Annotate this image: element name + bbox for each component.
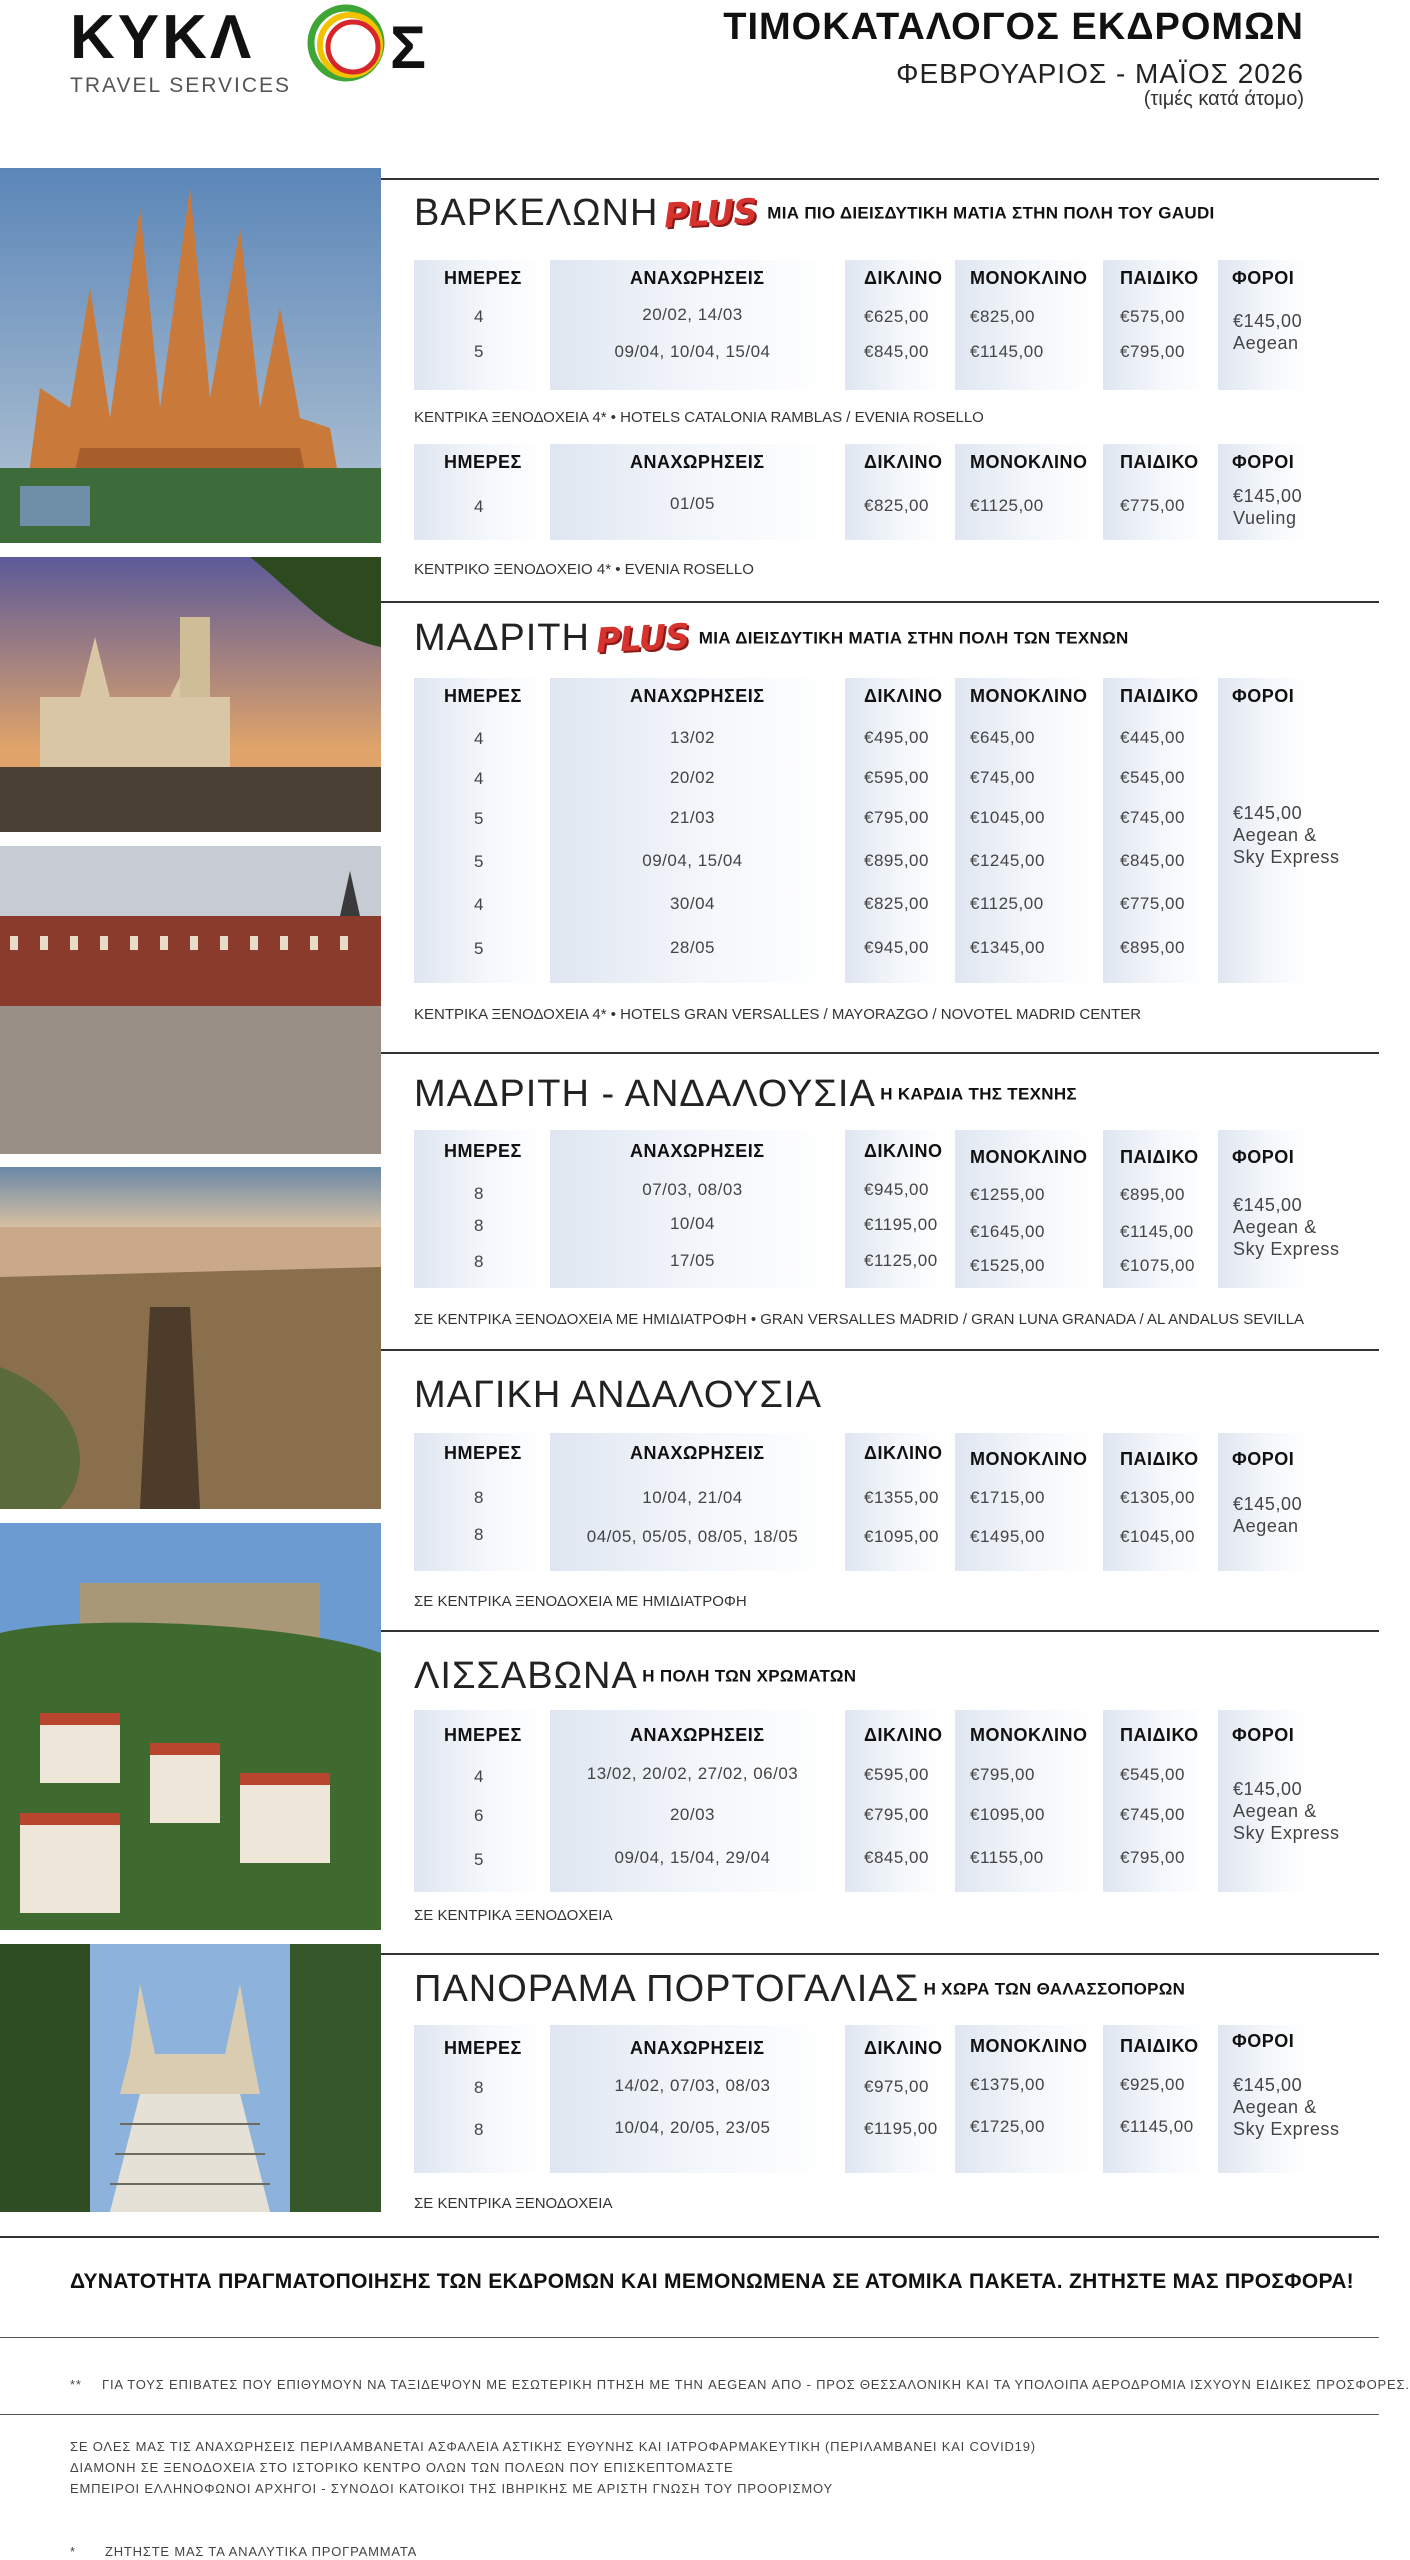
header-double: ΔΙΚΛΙΝΟ	[864, 1141, 943, 1161]
cell-double: €825,00	[864, 496, 929, 515]
footer-divider	[0, 2414, 1379, 2415]
header-single: ΜΟΝΟΚΛΙΝΟ	[970, 2036, 1088, 2056]
header-single: ΜΟΝΟΚΛΙΝΟ	[970, 1725, 1088, 1745]
cell-taxes: €145,00 Aegean	[1233, 311, 1303, 353]
hotels-note: ΚΕΝΤΡΙΚΟ ΞΕΝΟΔΟΧΕΙΟ 4* • EVENIA ROSELLO	[414, 561, 754, 578]
destination-name: ΜΑΔΡΙΤΗ - ΑΝΔΑΛΟΥΣΙΑ	[414, 1073, 876, 1115]
destination-name: ΜΑΔΡΙΤΗ	[414, 617, 590, 659]
footnote-marker: **	[70, 2377, 82, 2392]
header-double: ΔΙΚΛΙΝΟ	[864, 1725, 943, 1745]
header-days: ΗΜΕΡΕΣ	[444, 1141, 522, 1161]
cell-dates: 14/02, 07/03, 08/03	[614, 2076, 771, 2095]
destination-tagline: Η ΚΑΡΔΙΑ ΤΗΣ ΤΕΧΝΗΣ	[880, 1084, 1077, 1104]
cell-double: €1095,00	[864, 1527, 939, 1546]
section-divider	[381, 1052, 1379, 1054]
cell-dates: 09/04, 15/04	[642, 851, 743, 870]
cell-dates: 10/04, 20/05, 23/05	[614, 2118, 771, 2137]
header-child: ΠΑΙΔΙΚΟ	[1120, 1449, 1199, 1469]
header-child: ΠΑΙΔΙΚΟ	[1120, 268, 1199, 288]
hotels-note: ΣΕ ΚΕΝΤΡΙΚΑ ΞΕΝΟΔΟΧΕΙΑ ΜΕ ΗΜΙΔΙΑΤΡΟΦΗ	[414, 1593, 747, 1610]
page-period: ΦΕΒΡΟΥΑΡΙΟΣ - ΜΑΪΟΣ 2026	[896, 58, 1304, 89]
cell-double: €495,00	[864, 728, 929, 747]
section-divider	[381, 1953, 1379, 1955]
footer-request-programs: ΖΗΤΗΣΤΕ ΜΑΣ ΤΑ ΑΝΑΛΥΤΙΚΑ ΠΡΟΓΡΑΜΜΑΤΑ	[105, 2544, 418, 2559]
header-departures: ΑΝΑΧΩΡΗΣΕΙΣ	[630, 2038, 765, 2058]
header-double: ΔΙΚΛΙΝΟ	[864, 452, 943, 472]
cell-taxes: €145,00 Vueling	[1233, 486, 1303, 528]
cell-days: 8	[474, 2120, 484, 2139]
cell-single: €645,00	[970, 728, 1035, 747]
cell-single: €1525,00	[970, 1256, 1045, 1275]
section-barcelona-title	[414, 192, 1215, 235]
header-single: ΜΟΝΟΚΛΙΝΟ	[970, 452, 1088, 472]
cell-double: €825,00	[864, 894, 929, 913]
header-child: ΠΑΙΔΙΚΟ	[1120, 2036, 1199, 2056]
cell-single: €1255,00	[970, 1185, 1045, 1204]
cell-child: €1145,00	[1120, 1222, 1194, 1241]
cell-child: €745,00	[1120, 808, 1185, 827]
cell-double: €1355,00	[864, 1488, 939, 1507]
cell-single: €1245,00	[970, 851, 1045, 870]
header-child: ΠΑΙΔΙΚΟ	[1120, 1725, 1199, 1745]
offer-call-to-action: ΔΥΝΑΤΟΤΗΤΑ ΠΡΑΓΜΑΤΟΠΟΙΗΣΗΣ ΤΩΝ ΕΚΔΡΟΜΩΝ ΚΑΙ ΜΕΜΟΝΩΜΕΝΑ ΣΕ ΑΤΟΜΙΚΑ ΠΑΚΕΤΑ. ΖΗΤΗΣΤΕ ΜΑΣ ΠΡΟΣΦΟΡΑ!	[70, 2270, 1354, 2293]
header-taxes: ΦΟΡΟΙ	[1232, 1147, 1295, 1167]
page-title: ΤΙΜΟΚΑΤΑΛΟΓΟΣ ΕΚΔΡΟΜΩΝ	[723, 6, 1304, 48]
cell-child: €545,00	[1120, 768, 1185, 787]
cell-child: €445,00	[1120, 728, 1185, 747]
header-departures: ΑΝΑΧΩΡΗΣΕΙΣ	[630, 1725, 765, 1745]
footer-insurance: ΣΕ ΟΛΕΣ ΜΑΣ ΤΙΣ ΑΝΑΧΩΡΗΣΕΙΣ ΠΕΡΙΛΑΜΒΑΝΕΤΑΙ ΑΣΦΑΛΕΙΑ ΑΣΤΙΚΗΣ ΕΥΘΥΝΗΣ ΚΑΙ ΙΑΤΡΟΦΑΡΜΑΚΕΥΤΙΚΗ (ΠΕΡΙΛΑΜΒΑΝΕΙ ΚΑΙ COVID19)	[70, 2439, 1036, 2454]
header-single: ΜΟΝΟΚΛΙΝΟ	[970, 686, 1088, 706]
destination-tagline: Η ΧΩΡΑ ΤΩΝ ΘΑΛΑΣΣΟΠΟΡΩΝ	[923, 1979, 1186, 1999]
cell-dates: 13/02	[669, 728, 716, 747]
cell-child: €895,00	[1120, 938, 1185, 957]
cell-days: 5	[474, 342, 484, 361]
destination-name: ΠΑΝΟΡΑΜΑ ΠΟΡΤΟΓΑΛΙΑΣ	[414, 1968, 920, 2010]
cell-double: €595,00	[864, 1765, 929, 1784]
section-divider	[381, 601, 1379, 603]
cell-single: €1725,00	[970, 2117, 1045, 2136]
plus-badge: PLUS	[663, 191, 759, 236]
header-days: ΗΜΕΡΕΣ	[444, 268, 522, 288]
cell-double: €945,00	[864, 938, 929, 957]
cell-child: €1145,00	[1120, 2117, 1194, 2136]
photo-madrid-cathedral	[0, 557, 381, 832]
header-departures: ΑΝΑΧΩΡΗΣΕΙΣ	[630, 268, 765, 288]
header-child: ΠΑΙΔΙΚΟ	[1120, 1147, 1199, 1167]
cell-child: €775,00	[1120, 496, 1185, 515]
cell-dates: 20/02	[669, 768, 716, 787]
cell-child: €775,00	[1120, 894, 1185, 913]
header-double: ΔΙΚΛΙΝΟ	[864, 268, 943, 288]
footer-accommodation: ΔΙΑΜΟΝΗ ΣΕ ΞΕΝΟΔΟΧΕΙΑ ΣΤΟ ΙΣΤΟΡΙΚΟ ΚΕΝΤΡΟ ΟΛΩΝ ΤΩΝ ΠΟΛΕΩΝ ΠΟΥ ΕΠΙΣΚΕΠΤΟΜΑΣΤΕ	[70, 2460, 734, 2475]
cell-child: €575,00	[1120, 307, 1185, 326]
cell-single: €1125,00	[970, 894, 1044, 913]
header-days: ΗΜΕΡΕΣ	[444, 1725, 522, 1745]
cell-dates: 13/02, 20/02, 27/02, 06/03	[586, 1764, 799, 1783]
cell-days: 8	[474, 1216, 484, 1235]
cell-single: €1125,00	[970, 496, 1044, 515]
hotels-note: ΣΕ ΚΕΝΤΡΙΚΑ ΞΕΝΟΔΟΧΕΙΑ	[414, 2195, 613, 2212]
price-note: (τιμές κατά άτομο)	[1143, 88, 1304, 110]
cell-days: 8	[474, 1184, 484, 1203]
brand-logo	[70, 0, 427, 110]
header-taxes: ΦΟΡΟΙ	[1232, 2031, 1295, 2051]
section-portugal-title	[414, 1968, 1185, 2011]
cell-dates: 07/03, 08/03	[642, 1180, 743, 1199]
cell-single: €1715,00	[970, 1488, 1045, 1507]
section-divider	[381, 178, 1379, 180]
footer-divider	[0, 2337, 1379, 2338]
destination-tagline: ΜΙΑ ΔΙΕΙΣΔΥΤΙΚΗ ΜΑΤΙΑ ΣΤΗΝ ΠΟΛΗ ΤΩΝ ΤΕΧΝΩΝ	[698, 628, 1129, 648]
cell-days: 5	[474, 852, 484, 871]
cell-days: 4	[474, 497, 484, 516]
cell-child: €1045,00	[1120, 1527, 1195, 1546]
section-divider	[381, 1349, 1379, 1351]
cell-double: €795,00	[864, 1805, 929, 1824]
cell-child: €1075,00	[1120, 1256, 1195, 1275]
cell-dates: 10/04	[669, 1214, 716, 1233]
header-single: ΜΟΝΟΚΛΙΝΟ	[970, 1449, 1088, 1469]
footer-guides: ΕΜΠΕΙΡΟΙ ΕΛΛΗΝΟΦΩΝΟΙ ΑΡΧΗΓΟΙ - ΣΥΝΟΔΟΙ ΚΑΤΟΙΚΟΙ ΤΗΣ ΙΒΗΡΙΚΗΣ ΜΕ ΑΡΙΣΤΗ ΓΝΩΣΗ ΤΟΥ ΠΡΟΟΡΙΣΜΟΥ	[70, 2481, 833, 2496]
cell-dates: 21/03	[669, 808, 716, 827]
header-departures: ΑΝΑΧΩΡΗΣΕΙΣ	[630, 686, 765, 706]
section-madrid-title	[414, 617, 1129, 660]
col-shade	[414, 678, 544, 983]
header-taxes: ΦΟΡΟΙ	[1232, 686, 1295, 706]
cell-days: 5	[474, 939, 484, 958]
cell-child: €795,00	[1120, 1848, 1185, 1867]
cell-days: 8	[474, 1525, 484, 1544]
cell-days: 4	[474, 1767, 484, 1786]
header-double: ΔΙΚΛΙΝΟ	[864, 1443, 943, 1463]
cell-double: €795,00	[864, 808, 929, 827]
cell-days: 8	[474, 1252, 484, 1271]
cell-double: €625,00	[864, 307, 929, 326]
cell-double: €845,00	[864, 1848, 929, 1867]
cell-child: €795,00	[1120, 342, 1185, 361]
photo-madrid-plaza-mayor	[0, 846, 381, 1154]
cell-double: €975,00	[864, 2077, 929, 2096]
destination-name: ΛΙΣΣΑΒΩΝΑ	[414, 1655, 638, 1697]
cell-single: €1155,00	[970, 1848, 1044, 1867]
cell-single: €1095,00	[970, 1805, 1045, 1824]
header-child: ΠΑΙΔΙΚΟ	[1120, 686, 1199, 706]
hotels-note: ΣΕ ΚΕΝΤΡΙΚΑ ΞΕΝΟΔΟΧΕΙΑ ΜΕ ΗΜΙΔΙΑΤΡΟΦΗ • GRAN VERSALLES MADRID / GRAN LUNA GRANADA / AL ANDALUS SEVILLA	[414, 1311, 1305, 1328]
cell-single: €1495,00	[970, 1527, 1045, 1546]
hotels-note: ΚΕΝΤΡΙΚΑ ΞΕΝΟΔΟΧΕΙΑ 4* • HOTELS CATALONIA RAMBLAS / EVENIA ROSELLO	[414, 409, 984, 426]
cell-double: €895,00	[864, 851, 929, 870]
cell-days: 8	[474, 1488, 484, 1507]
header-taxes: ΦΟΡΟΙ	[1232, 268, 1295, 288]
cell-days: 6	[474, 1806, 484, 1825]
cell-taxes: €145,00 Aegean & Sky Express	[1233, 1779, 1340, 1843]
cell-child: €545,00	[1120, 1765, 1185, 1784]
cell-days: 4	[474, 729, 484, 748]
destination-name: ΒΑΡΚΕΛΩΝΗ	[414, 192, 659, 234]
cell-dates: 20/03	[669, 1805, 716, 1824]
cell-taxes: €145,00 Aegean	[1233, 1494, 1303, 1536]
cell-days: 5	[474, 809, 484, 828]
photo-lisbon-castle	[0, 1523, 381, 1930]
cell-double: €845,00	[864, 342, 929, 361]
cell-single: €1345,00	[970, 938, 1045, 957]
header-double: ΔΙΚΛΙΝΟ	[864, 2038, 943, 2058]
cell-dates: 10/04, 21/04	[642, 1488, 743, 1507]
section-lisbon-title	[414, 1655, 856, 1698]
photo-ronda-andalusia	[0, 1167, 381, 1509]
cell-single: €1645,00	[970, 1222, 1045, 1241]
logo-wordmark: ΚΥΚΛ	[70, 3, 255, 72]
cell-child: €895,00	[1120, 1185, 1185, 1204]
header-days: ΗΜΕΡΕΣ	[444, 2038, 522, 2058]
cell-single: €1145,00	[970, 342, 1044, 361]
cell-dates: 20/02, 14/03	[642, 305, 743, 324]
logo-subtitle: TRAVEL SERVICES	[70, 74, 292, 97]
cell-single: €1045,00	[970, 808, 1045, 827]
cell-single: €745,00	[970, 768, 1035, 787]
header-days: ΗΜΕΡΕΣ	[444, 1443, 522, 1463]
cell-dates: 17/05	[669, 1251, 716, 1270]
cell-double: €1195,00	[864, 2119, 938, 2138]
cell-days: 4	[474, 769, 484, 788]
photo-barcelona-sagrada-familia	[0, 168, 381, 543]
hotels-note: ΚΕΝΤΡΙΚΑ ΞΕΝΟΔΟΧΕΙΑ 4* • HOTELS GRAN VERSALLES / MAYORAZGO / NOVOTEL MADRID CENTER	[414, 1006, 1142, 1023]
header-taxes: ΦΟΡΟΙ	[1232, 1449, 1295, 1469]
hotels-note: ΣΕ ΚΕΝΤΡΙΚΑ ΞΕΝΟΔΟΧΕΙΑ	[414, 1907, 613, 1924]
cell-child: €745,00	[1120, 1805, 1185, 1824]
plus-badge: PLUS	[594, 616, 690, 661]
photo-braga-bom-jesus	[0, 1944, 381, 2212]
cell-taxes: €145,00 Aegean & Sky Express	[1233, 2075, 1340, 2139]
footnote-marker: *	[70, 2544, 76, 2559]
header-child: ΠΑΙΔΙΚΟ	[1120, 452, 1199, 472]
header-taxes: ΦΟΡΟΙ	[1232, 452, 1295, 472]
cell-child: €925,00	[1120, 2075, 1185, 2094]
cell-single: €1375,00	[970, 2075, 1045, 2094]
section-andalusia-title	[414, 1374, 822, 1417]
cell-dates: 04/05, 05/05, 08/05, 18/05	[586, 1527, 799, 1546]
cell-dates: 09/04, 10/04, 15/04	[614, 342, 771, 361]
header-taxes: ΦΟΡΟΙ	[1232, 1725, 1295, 1745]
cell-days: 4	[474, 307, 484, 326]
cell-taxes: €145,00 Aegean & Sky Express	[1233, 1195, 1340, 1259]
header-double: ΔΙΚΛΙΝΟ	[864, 686, 943, 706]
cell-double: €945,00	[864, 1180, 929, 1199]
cell-days: 8	[474, 2078, 484, 2097]
cell-dates: 28/05	[669, 938, 716, 957]
cell-days: 4	[474, 895, 484, 914]
footnote-domestic-flights: ΓΙΑ ΤΟΥΣ ΕΠΙΒΑΤΕΣ ΠΟΥ ΕΠΙΘΥΜΟΥΝ ΝΑ ΤΑΞΙΔΕΨΟΥΝ ΜΕ ΕΣΩΤΕΡΙΚΗ ΠΤΗΣΗ ΜΕ ΤΗΝ AEGEAN ΑΠΟ - ΠΡΟΣ ΘΕΣΣΑΛΟΝΙΚΗ ΚΑΙ ΤΑ ΥΠΟΛΟΙΠΑ ΑΕΡΟΔΡΟΜΙΑ ΙΣΧΥΟΥΝ ΕΙΔΙΚΕΣ ΠΡΟΣΦΟΡΕΣ.	[102, 2377, 1410, 2392]
header-departures: ΑΝΑΧΩΡΗΣΕΙΣ	[630, 1141, 765, 1161]
cell-single: €825,00	[970, 307, 1035, 326]
cell-double: €595,00	[864, 768, 929, 787]
destination-tagline: Η ΠΟΛΗ ΤΩΝ ΧΡΩΜΑΤΩΝ	[642, 1666, 857, 1686]
header-departures: ΑΝΑΧΩΡΗΣΕΙΣ	[630, 1443, 765, 1463]
header-departures: ΑΝΑΧΩΡΗΣΕΙΣ	[630, 452, 765, 472]
cell-dates: 30/04	[669, 894, 716, 913]
header-days: ΗΜΕΡΕΣ	[444, 452, 522, 472]
header-days: ΗΜΕΡΕΣ	[444, 686, 522, 706]
cell-double: €1125,00	[864, 1251, 938, 1270]
cell-days: 5	[474, 1850, 484, 1869]
cell-child: €845,00	[1120, 851, 1185, 870]
cell-double: €1195,00	[864, 1215, 938, 1234]
cell-single: €795,00	[970, 1765, 1035, 1784]
svg-text:Σ: Σ	[390, 14, 427, 81]
logo-rings-icon	[298, 2, 427, 84]
cell-dates: 01/05	[669, 494, 716, 513]
cell-child: €1305,00	[1120, 1488, 1195, 1507]
footer-divider	[0, 2236, 1379, 2238]
cell-taxes: €145,00 Aegean & Sky Express	[1233, 803, 1340, 867]
destination-tagline: ΜΙΑ ΠΙΟ ΔΙΕΙΣΔΥΤΙΚΗ ΜΑΤΙΑ ΣΤΗΝ ΠΟΛΗ ΤΟΥ GAUDI	[767, 203, 1215, 223]
cell-dates: 09/04, 15/04, 29/04	[614, 1848, 771, 1867]
header-single: ΜΟΝΟΚΛΙΝΟ	[970, 268, 1088, 288]
header-single: ΜΟΝΟΚΛΙΝΟ	[970, 1147, 1088, 1167]
destination-name: ΜΑΓΙΚΗ ΑΝΔΑΛΟΥΣΙΑ	[414, 1374, 822, 1416]
section-madrid-andalusia-title	[414, 1073, 1077, 1116]
section-divider	[381, 1630, 1379, 1632]
